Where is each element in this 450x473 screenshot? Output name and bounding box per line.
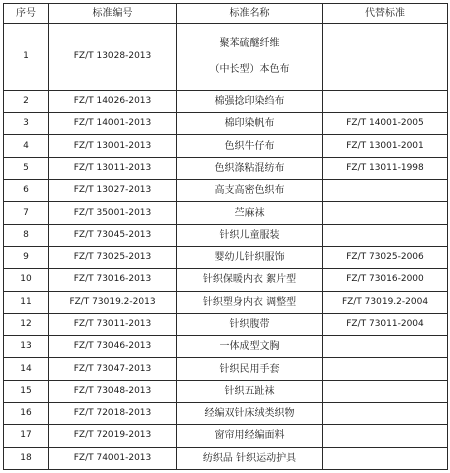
cell-code: FZ/T 13011-2013 [49, 157, 177, 179]
cell-code: FZ/T 73047-2013 [49, 358, 177, 380]
cell-replace [323, 380, 448, 402]
table-row [4, 90, 448, 112]
cell-seq: 2 [4, 90, 49, 112]
table-header [4, 4, 448, 24]
table-row [4, 291, 448, 313]
table-row [4, 246, 448, 268]
cell-code: FZ/T 14001-2013 [49, 113, 177, 135]
cell-replace: FZ/T 14001-2005 [323, 113, 448, 135]
cell-code: FZ/T 73045-2013 [49, 224, 177, 246]
cell-name: 棉印染帆布 [177, 113, 323, 135]
table-row [4, 24, 448, 91]
standards-table [3, 3, 448, 470]
cell-code: FZ/T 74001-2013 [49, 447, 177, 469]
table-row [4, 313, 448, 335]
cell-replace [323, 90, 448, 112]
table-body [4, 24, 448, 470]
table-row [4, 224, 448, 246]
table-row [4, 135, 448, 157]
cell-name [177, 24, 323, 91]
cell-code: FZ/T 35001-2013 [49, 202, 177, 224]
cell-seq: 8 [4, 224, 49, 246]
cell-replace [323, 24, 448, 91]
table-row [4, 336, 448, 358]
cell-code: FZ/T 13028-2013 [49, 24, 177, 91]
cell-name: 一体成型文胸 [177, 336, 323, 358]
table-row [4, 113, 448, 135]
cell-seq: 12 [4, 313, 49, 335]
cell-seq: 4 [4, 135, 49, 157]
cell-name: 色织牛仔布 [177, 135, 323, 157]
cell-code: FZ/T 73025-2013 [49, 246, 177, 268]
cell-name: 色织涤粘混纺布 [177, 157, 323, 179]
header-row [4, 4, 448, 24]
header-name: 标准名称 [177, 4, 323, 24]
cell-replace: FZ/T 73011-2004 [323, 313, 448, 335]
cell-name: 棉强捻印染绉布 [177, 90, 323, 112]
table-row [4, 380, 448, 402]
table-row [4, 269, 448, 291]
cell-seq: 7 [4, 202, 49, 224]
cell-seq: 17 [4, 425, 49, 447]
cell-code: FZ/T 73048-2013 [49, 380, 177, 402]
cell-replace [323, 180, 448, 202]
cell-replace: FZ/T 13001-2001 [323, 135, 448, 157]
cell-replace [323, 403, 448, 425]
cell-name: 针织腹带 [177, 313, 323, 335]
cell-seq: 13 [4, 336, 49, 358]
cell-name: 针织五趾袜 [177, 380, 323, 402]
cell-code: FZ/T 73011-2013 [49, 313, 177, 335]
table-row [4, 358, 448, 380]
cell-code: FZ/T 14026-2013 [49, 90, 177, 112]
cell-replace [323, 358, 448, 380]
cell-code: FZ/T 72019-2013 [49, 425, 177, 447]
cell-seq: 1 [4, 24, 49, 91]
table-row [4, 425, 448, 447]
cell-seq: 10 [4, 269, 49, 291]
cell-code: FZ/T 13027-2013 [49, 180, 177, 202]
cell-seq: 5 [4, 157, 49, 179]
cell-name: 针织保暖内衣 絮片型 [177, 269, 323, 291]
cell-name: 婴幼儿针织服饰 [177, 246, 323, 268]
cell-name-line-2: （中长型）本色布 [209, 64, 290, 76]
cell-code: FZ/T 73019.2-2013 [49, 291, 177, 313]
cell-name: 针织民用手套 [177, 358, 323, 380]
cell-seq: 3 [4, 113, 49, 135]
table-row [4, 202, 448, 224]
cell-name: 高支高密色织布 [177, 180, 323, 202]
cell-replace [323, 425, 448, 447]
cell-seq: 16 [4, 403, 49, 425]
cell-seq: 6 [4, 180, 49, 202]
cell-replace: FZ/T 73019.2-2004 [323, 291, 448, 313]
cell-name: 经编双针床绒类织物 [177, 403, 323, 425]
cell-replace [323, 202, 448, 224]
cell-seq: 15 [4, 380, 49, 402]
cell-code: FZ/T 73016-2013 [49, 269, 177, 291]
header-replace: 代替标准 [323, 4, 448, 24]
header-seq: 序号 [4, 4, 49, 24]
cell-replace: FZ/T 73025-2006 [323, 246, 448, 268]
cell-code: FZ/T 13001-2013 [49, 135, 177, 157]
cell-replace [323, 336, 448, 358]
cell-seq: 18 [4, 447, 49, 469]
header-code: 标准编号 [49, 4, 177, 24]
cell-seq: 11 [4, 291, 49, 313]
cell-name-line-1: 聚苯硫醚纤维 [219, 38, 280, 50]
table-row [4, 447, 448, 469]
cell-replace: FZ/T 73016-2000 [323, 269, 448, 291]
table-row [4, 403, 448, 425]
cell-name: 针织塑身内衣 调整型 [177, 291, 323, 313]
cell-seq: 9 [4, 246, 49, 268]
cell-name: 针织儿童服装 [177, 224, 323, 246]
table-row [4, 157, 448, 179]
cell-replace: FZ/T 13011-1998 [323, 157, 448, 179]
cell-replace [323, 447, 448, 469]
cell-code: FZ/T 72018-2013 [49, 403, 177, 425]
cell-name: 苎麻袜 [177, 202, 323, 224]
cell-code: FZ/T 73046-2013 [49, 336, 177, 358]
cell-name: 纺织品 针织运动护具 [177, 447, 323, 469]
cell-seq: 14 [4, 358, 49, 380]
cell-name: 窗帘用经编面料 [177, 425, 323, 447]
cell-replace [323, 224, 448, 246]
table-row [4, 180, 448, 202]
